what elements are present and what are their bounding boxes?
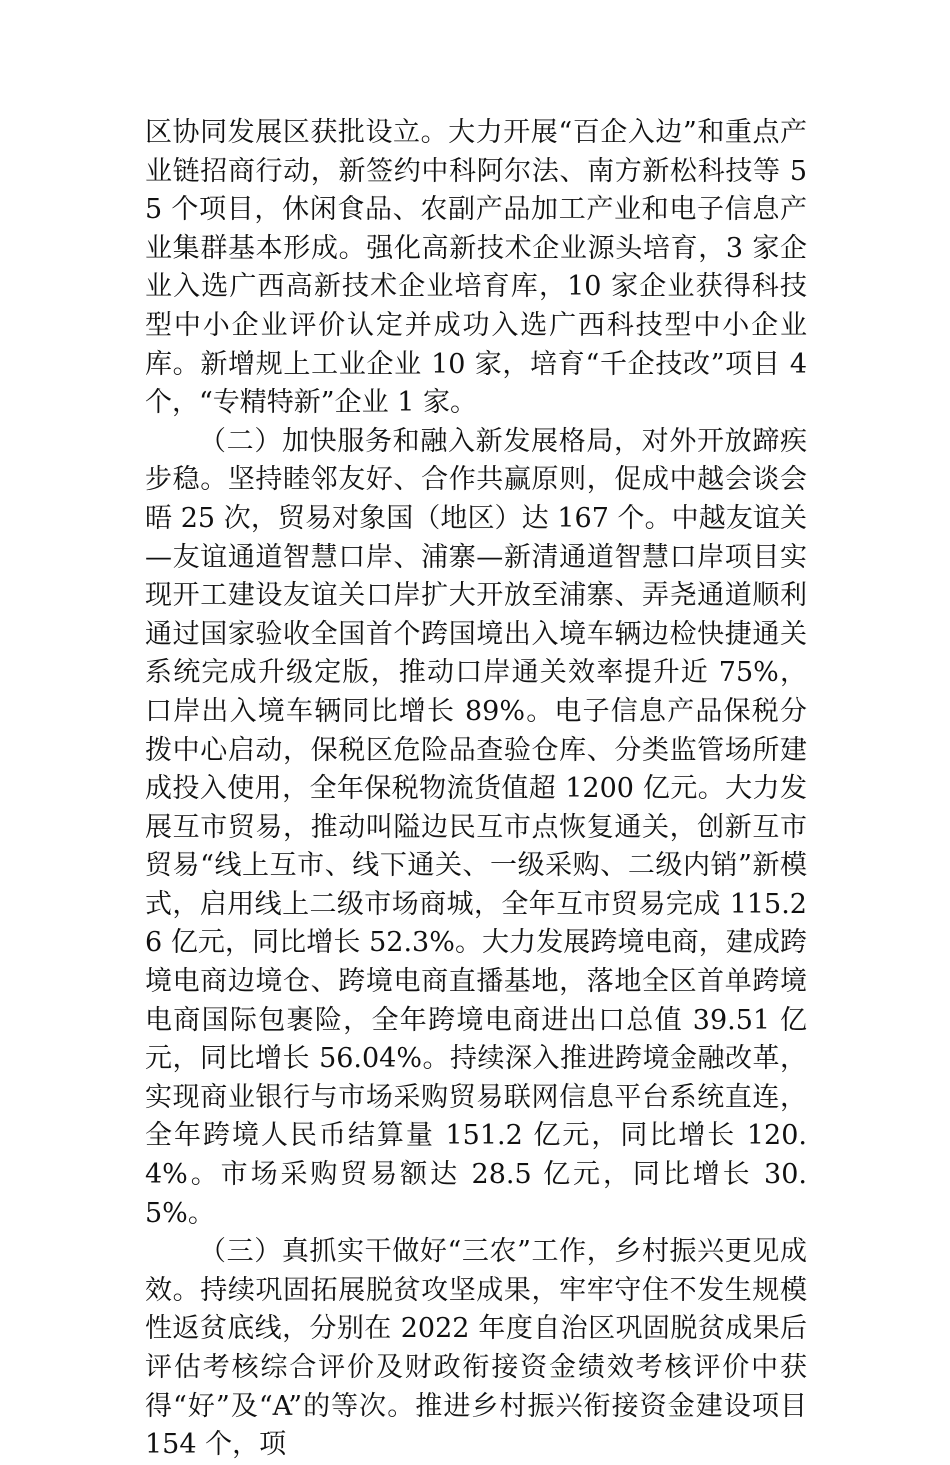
paragraph-industry-continued: 区协同发展区获批设立。大力开展“百企入边”和重点产业链招商行动，新签约中科阿尔法、南方新松科技等 55 个项目，休闲食品、农副产品加工产业和电子信息产业集群基本形成。强化高新技术企业源头培育，3 家企业入选广西高新技术企业培育库，10 家企业获得科技型中小企业评价认定并成功入选广西科技型中小企业库。新增规上工业企业 10 家，培育“千企技改”项目 4 个，“专精特新”企业 1 家。 bbox=[145, 117, 807, 419]
paragraph-opening-up: （二）加快服务和融入新发展格局，对外开放蹄疾步稳。坚持睦邻友好、合作共赢原则，促成中越会谈会晤 25 次，贸易对象国（地区）达 167 个。中越友谊关—友谊通道智慧口岸、浦寨—新清通道智慧口岸项目实现开工建设友谊关口岸扩大开放至浦寨、弄尧通道顺利通过国家验收全国首个跨国境出入境车辆边检快捷通关系统完成升级定版，推动口岸通关效率提升近 75%，口岸出入境车辆同比增长 89%。电子信息产品保税分拨中心启动，保税区危险品查验仓库、分类监管场所建成投入使用，全年保税物流货值超 1200 亿元。大力发展互市贸易，推动叫隘边民互市点恢复通关，创新互市贸易“线上互市、线下通关、一级采购、二级内销”新模式，启用线上二级市场商城，全年互市贸易完成 115.26 亿元，同比增长 52.3%。大力发展跨境电商，建成跨境电商边境仓、跨境电商直播基地，落地全区首单跨境电商国际包裹险，全年跨境电商进出口总值 39.51 亿元，同比增长 56.04%。持续深入推进跨境金融改革，实现商业银行与市场采购贸易联网信息平台系统直连，全年跨境人民币结算量 151.2 亿元，同比增长 120.4%。市场采购贸易额达 28.5 亿元，同比增长 30.5%。 bbox=[145, 425, 807, 1229]
paragraph-rural-revitalization: （三）真抓实干做好“三农”工作，乡村振兴更见成效。持续巩固拓展脱贫攻坚成果，牢牢守住不发生规模性返贫底线，分别在 2022 年度自治区巩固脱贫成果后评估考核综合评价及财政衔接资金绩效考核评价中获得“好”及“A”的等次。推进乡村振兴衔接资金建设项目 154 个，项 bbox=[145, 1236, 807, 1461]
document-page bbox=[145, 114, 807, 1465]
